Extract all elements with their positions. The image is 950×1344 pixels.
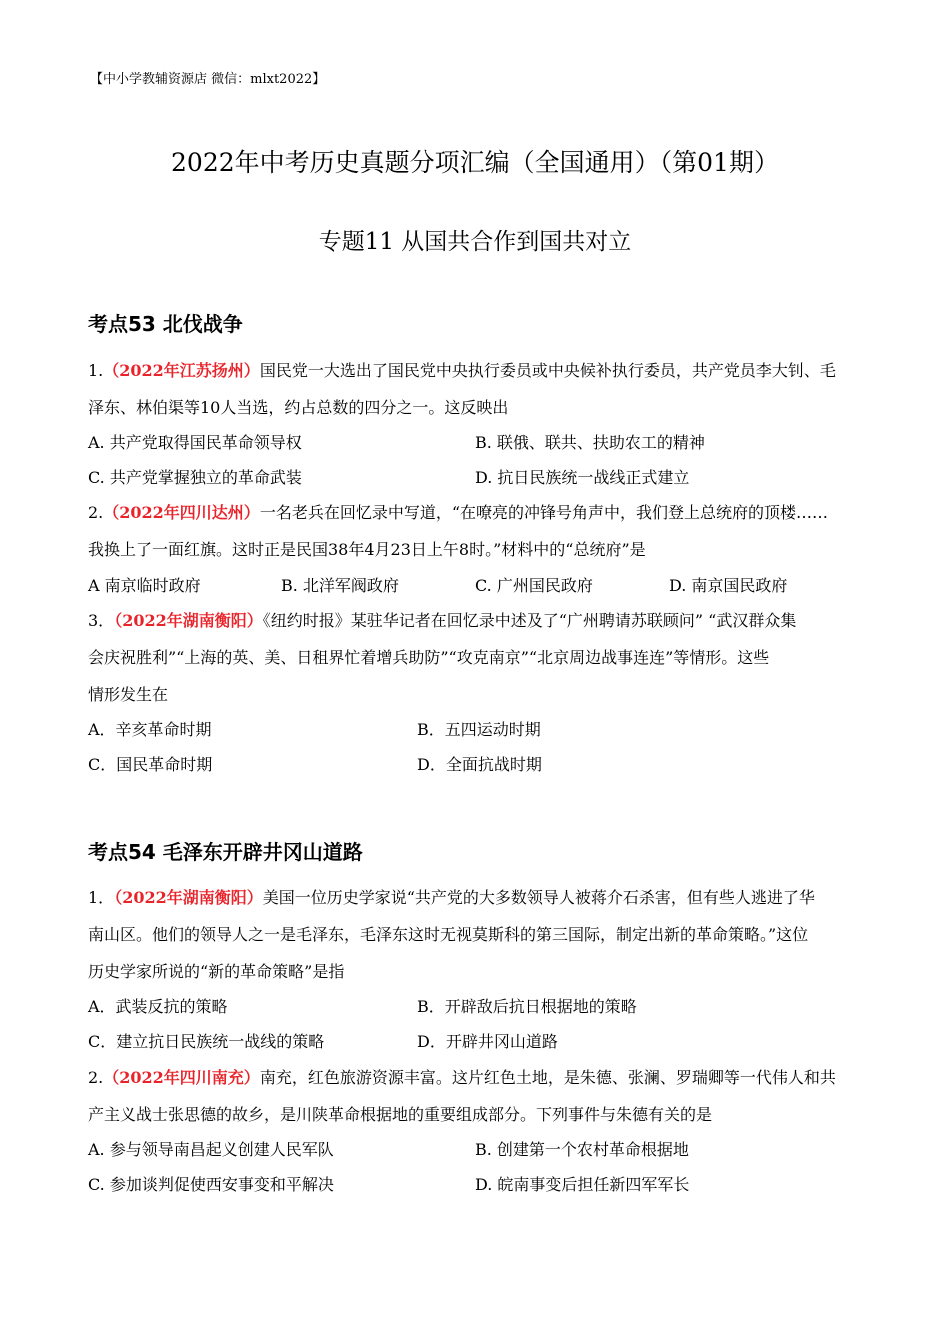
question-source: （2022年四川达州） — [103, 503, 260, 522]
question-line — [88, 1066, 864, 1090]
question-line: 南山区。他们的领导人之一是毛泽东，毛泽东这时无视莫斯科的第三国际，制定出新的革命策略。”这位 — [88, 925, 809, 944]
section-title: 考点54 毛泽东开辟井冈山道路 — [88, 840, 363, 864]
question-line — [88, 609, 864, 633]
option-d: D. 抗日民族统一战线正式建立 — [475, 468, 690, 487]
question-line: 产主义战士张思德的故乡，是川陕革命根据地的重要组成部分。下列事件与朱德有关的是 — [88, 1105, 713, 1124]
document-subtitle: 专题11 从国共合作到国共对立 — [318, 229, 632, 255]
question-number: 2. — [88, 1068, 104, 1087]
question-source: （2022年江苏扬州） — [103, 361, 260, 380]
option-b: B. 联俄、联共、扶助农工的精神 — [475, 433, 705, 452]
option-a: A．武装反抗的策略 — [88, 997, 228, 1016]
option-b: B．开辟敌后抗日根据地的策略 — [417, 997, 637, 1016]
question-number: 2. — [88, 503, 104, 522]
question-source: （2022年湖南衡阳） — [114, 611, 263, 630]
question-line — [88, 501, 864, 525]
question-line: 情形发生在 — [88, 685, 169, 704]
option-d: D．开辟井冈山道路 — [417, 1032, 558, 1051]
question-source: （2022年四川南充） — [103, 1068, 260, 1087]
question-line: 会庆祝胜利”“上海的英、美、日租界忙着增兵助防”“攻克南京”“北京周边战事连连”等情形。这些 — [88, 648, 770, 667]
question-line: 历史学家所说的“新的革命策略”是指 — [88, 962, 345, 981]
document-title: 2022年中考历史真题分项汇编（全国通用）（第01期） — [171, 148, 779, 177]
option-a: A. 参与领导南昌起义创建人民军队 — [88, 1140, 334, 1159]
question-line — [88, 886, 864, 910]
option-c: C. 参加谈判促使西安事变和平解决 — [88, 1175, 334, 1194]
option-b: B. 北洋军阀政府 — [281, 576, 399, 595]
question-text: 南充，红色旅游资源丰富。这片红色土地，是朱德、张澜、罗瑞卿等一代伟人和共 — [259, 1068, 836, 1087]
question-number: 3． — [88, 611, 115, 630]
section-title: 考点53 北伐战争 — [88, 312, 243, 336]
question-text: 《纽约时报》某驻华记者在回忆录中述及了“广州聘请苏联顾问” “武汉群众集 — [262, 611, 797, 630]
option-c: C．国民革命时期 — [88, 755, 213, 774]
question-line: 我换上了一面红旗。这时正是民国38年4月23日上午8时。”材料中的“总统府”是 — [88, 540, 646, 559]
option-d: D．全面抗战时期 — [417, 755, 542, 774]
option-d: D. 南京国民政府 — [669, 576, 788, 595]
question-source: （2022年湖南衡阳） — [114, 888, 263, 907]
question-text: 国民党一大选出了国民党中央执行委员或中央候补执行委员，共产党员李大钊、毛 — [259, 361, 836, 380]
question-text: 美国一位历史学家说“共产党的大多数领导人被蒋介石杀害，但有些人逃进了华 — [262, 888, 815, 907]
question-number: 1． — [88, 888, 115, 907]
option-a: A. 共产党取得国民革命领导权 — [88, 433, 302, 452]
header-note: 【中小学教辅资源店 微信：mlxt2022】 — [90, 72, 326, 87]
option-c: C. 广州国民政府 — [475, 576, 593, 595]
option-b: B. 创建第一个农村革命根据地 — [475, 1140, 689, 1159]
option-d: D. 皖南事变后担任新四军军长 — [475, 1175, 690, 1194]
question-text: 一名老兵在回忆录中写道，“在嘹亮的冲锋号角声中，我们登上总统府的顶楼…… — [259, 503, 828, 522]
question-line — [88, 359, 864, 383]
option-a: A．辛亥革命时期 — [88, 720, 212, 739]
option-b: B．五四运动时期 — [417, 720, 541, 739]
question-line: 泽东、林伯渠等10人当选，约占总数的四分之一。这反映出 — [88, 398, 509, 417]
option-a: A 南京临时政府 — [88, 576, 201, 595]
option-c: C．建立抗日民族统一战线的策略 — [88, 1032, 325, 1051]
option-c: C. 共产党掌握独立的革命武装 — [88, 468, 302, 487]
question-number: 1. — [88, 361, 104, 380]
